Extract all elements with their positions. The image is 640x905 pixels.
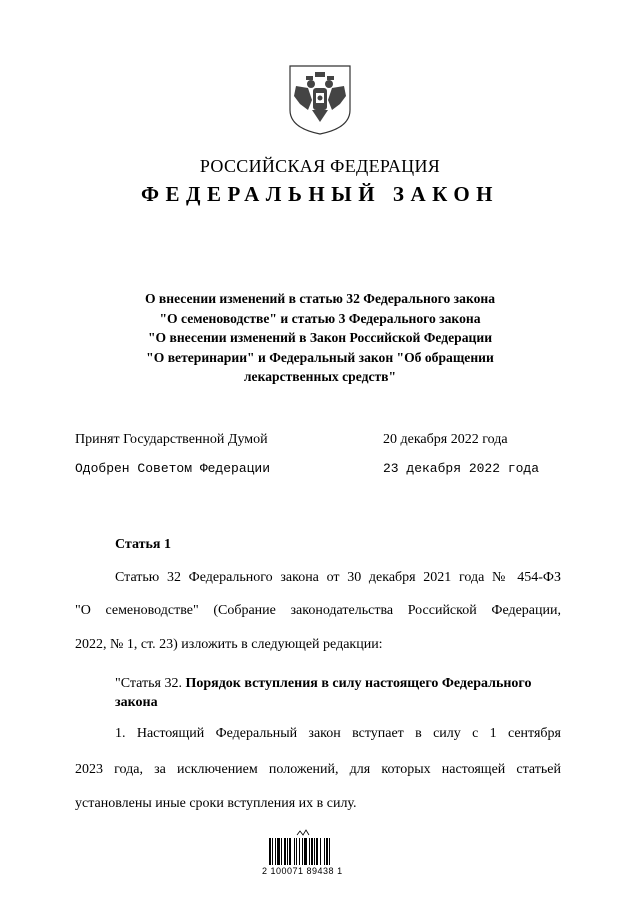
approved-date: 23 декабря 2022 года [383,461,540,476]
adopted-by-duma-label: Принят Государственной Думой [75,432,268,447]
country-name: РОССИЙСКАЯ ФЕДЕРАЦИЯ [199,156,441,176]
paragraph-line: Статью 32 Федерального закона от 30 декабря 2021 года № 454-ФЗ [115,570,561,585]
barcode-number: 2 100071 89438 1 [262,866,343,876]
paragraph-line: 2023 года, за исключением положений, для которых настоящей статьей [75,762,561,777]
article-32-heading [115,674,565,712]
coat-of-arms-icon [288,64,352,136]
article-32-title: Порядок вступления в силу настоящего Федерального закона [115,676,532,710]
law-title-line: "О внесении изменений в Закон Российской Федерации [147,330,493,345]
article-32-prefix: "Статья 32. [115,676,182,691]
barcode-icon [268,838,350,888]
paragraph-line: установлены иные сроки вступления их в силу. [75,796,357,811]
paragraph-line: 1. Настоящий Федеральный закон вступает в силу с 1 сентября [115,726,561,741]
article-heading: Статья 1 [115,537,171,552]
law-title-line: лекарственных средств" [243,369,397,384]
document-type: ФЕДЕРАЛЬНЫЙ ЗАКОН [141,182,499,206]
law-title-line: О внесении изменений в статью 32 Федерального закона [144,291,496,306]
law-title-line: "О ветеринарии" и Федеральный закон "Об обращении [146,349,494,365]
adopted-date: 20 декабря 2022 года [383,432,508,447]
paragraph-line: 2022, № 1, ст. 23) изложить в следующей редакции: [75,637,383,652]
law-title-line: "О семеноводстве" и статью 3 Федерального закона [159,310,481,326]
paragraph-line: "О семеноводстве" (Собрание законодательства Российской Федерации, [75,603,561,618]
approved-by-federation-council-label: Одобрен Советом Федерации [75,461,271,476]
law-title [0,289,640,387]
